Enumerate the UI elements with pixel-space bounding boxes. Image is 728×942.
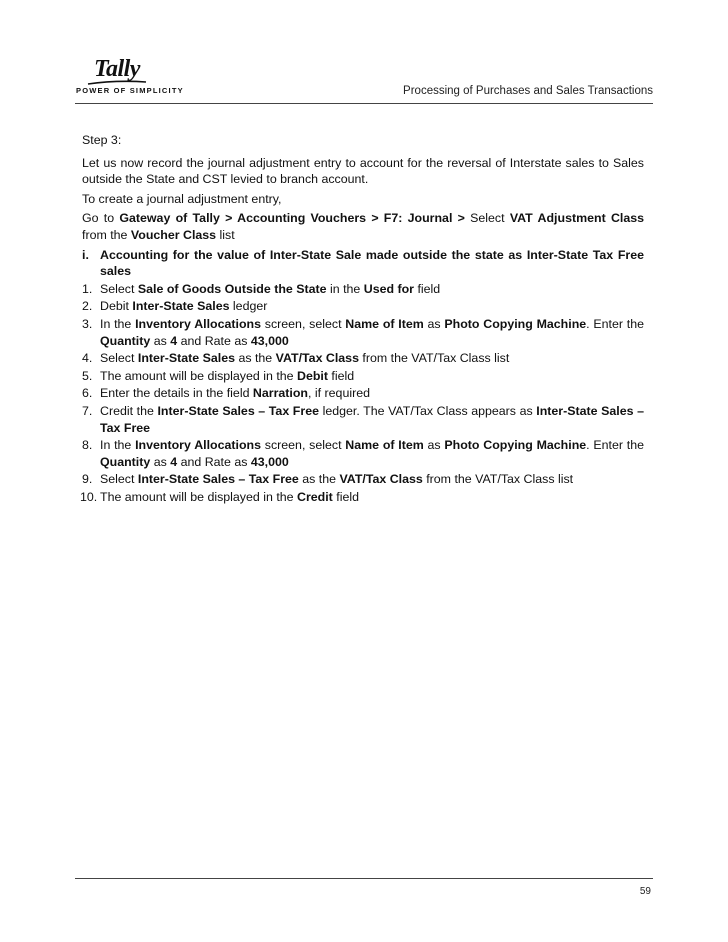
text-run: Select	[100, 472, 138, 487]
text-run: , if required	[308, 386, 370, 401]
bold-text: Accounting for the value of Inter-State Sale made outside the state as Inter-State Tax Free sales	[100, 247, 644, 279]
text-run: Select	[100, 351, 138, 366]
bold-text: Quantity	[100, 333, 151, 348]
text-run: field	[414, 281, 441, 296]
text-run: The amount will be displayed in the	[100, 368, 297, 383]
bold-text: Gateway of Tally > Accounting Vouchers > F7: Journal >	[119, 211, 465, 226]
list-item-number: 3.	[82, 316, 93, 331]
intro-paragraph: Let us now record the journal adjustment entry to account for the reversal of Interstate sales to Sales outside the State and CST levied to branch account.	[82, 155, 644, 187]
list-item	[82, 350, 644, 367]
list-item	[82, 281, 644, 298]
text-run: In the	[100, 438, 136, 453]
list-item	[82, 298, 644, 315]
bold-text: Quantity	[100, 454, 151, 469]
text-run: and Rate as	[177, 333, 251, 348]
text-run: Select	[100, 281, 138, 296]
bold-text: Voucher Class	[130, 227, 217, 242]
step-heading: Step 3:	[82, 133, 122, 147]
bold-text: Photo Copying Machine	[444, 438, 587, 453]
text-run: . Enter the	[586, 316, 644, 331]
bold-text: 43,000	[250, 454, 289, 469]
bold-text: Inter-State Sales – Tax Free	[137, 472, 299, 487]
bold-text: Credit	[297, 489, 333, 504]
text-run: Select	[464, 211, 510, 226]
text-run: Enter the details in the field	[100, 386, 253, 401]
text-run: in the	[326, 281, 364, 296]
bold-text: 43,000	[250, 333, 289, 348]
bold-text: Sale of Goods Outside the State	[137, 281, 327, 296]
bold-text: 4	[170, 333, 178, 348]
bold-text: VAT/Tax Class	[275, 351, 359, 366]
text-run: ledger. The VAT/Tax Class appears as	[318, 403, 537, 418]
text-run: from the VAT/Tax Class list	[358, 351, 510, 366]
text-run: The amount will be displayed in the	[100, 489, 297, 504]
list-item-number: 8.	[82, 438, 93, 453]
text-run: screen, select	[260, 438, 346, 453]
text-run: ledger	[229, 299, 268, 314]
logo-wordmark: Tally	[94, 56, 140, 82]
footer-rule	[75, 878, 653, 879]
tally-logo	[76, 56, 184, 100]
text-run: as	[150, 333, 171, 348]
text-run: field	[332, 489, 359, 504]
page-number: 59	[639, 886, 651, 897]
list-item-number: 2.	[82, 299, 93, 314]
instruction-list	[82, 247, 644, 506]
list-item	[82, 385, 644, 402]
bold-text: Inter-State Sales	[137, 351, 235, 366]
bold-text: VAT Adjustment Class	[509, 211, 645, 226]
text-run: as	[423, 438, 445, 453]
list-item-number: 10.	[80, 489, 98, 504]
bold-text: Inventory Allocations	[135, 438, 261, 453]
text-run: Go to	[82, 211, 120, 226]
text-run: from the	[82, 227, 131, 242]
text-run: as	[423, 316, 445, 331]
text-run: as the	[235, 351, 276, 366]
navigation-path-paragraph	[82, 210, 644, 243]
text-run: screen, select	[260, 316, 346, 331]
list-item-number: 5.	[82, 368, 93, 383]
bold-text: Inter-State Sales – Tax Free	[100, 403, 644, 435]
header-rule	[75, 103, 653, 104]
list-item	[82, 437, 644, 470]
list-item	[82, 489, 644, 506]
text-run: list	[216, 227, 235, 242]
list-item-number: 1.	[82, 281, 93, 296]
bold-text: Narration	[252, 386, 309, 401]
bold-text: Inter-State Sales	[132, 299, 230, 314]
bold-text: VAT/Tax Class	[339, 472, 423, 487]
list-item-number: 6.	[82, 386, 93, 401]
text-run: as the	[298, 472, 340, 487]
text-run: In the	[100, 316, 136, 331]
bold-text: Inter-State Sales – Tax Free	[157, 403, 319, 418]
bold-text: Used for	[363, 281, 415, 296]
text-run: field	[327, 368, 355, 383]
list-item	[82, 368, 644, 385]
text-run: Debit	[100, 299, 133, 314]
list-item	[82, 471, 644, 488]
logo-tagline: POWER OF SIMPLICITY	[76, 86, 184, 95]
create-paragraph: To create a journal adjustment entry,	[82, 191, 282, 206]
text-run: and Rate as	[177, 454, 251, 469]
text-run: from the VAT/Tax Class list	[422, 472, 574, 487]
list-item	[82, 403, 644, 436]
list-item-number: 7.	[82, 403, 93, 418]
bold-text: Debit	[297, 368, 328, 383]
bold-text: Photo Copying Machine	[444, 316, 587, 331]
list-item-number: 9.	[82, 472, 93, 487]
page-content	[82, 124, 644, 506]
text-run: Credit the	[100, 403, 158, 418]
list-item-number: i.	[82, 247, 89, 262]
bold-text: 4	[170, 454, 178, 469]
running-title: Processing of Purchases and Sales Transactions	[403, 85, 653, 97]
bold-text: Inventory Allocations	[135, 316, 261, 331]
text-run: . Enter the	[586, 438, 644, 453]
bold-text: Name of Item	[345, 438, 424, 453]
list-item-number: 4.	[82, 351, 93, 366]
section-heading-item	[82, 247, 644, 280]
bold-text: Name of Item	[345, 316, 424, 331]
list-item	[82, 316, 644, 349]
text-run: as	[150, 454, 171, 469]
